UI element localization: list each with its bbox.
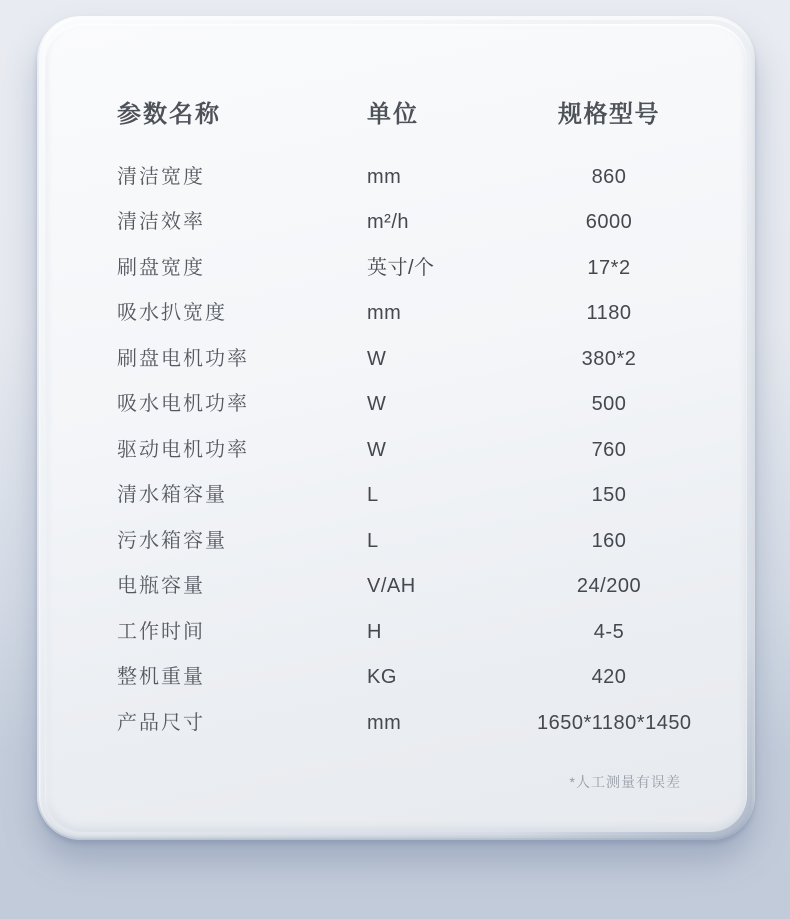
header-spec: 规格型号 xyxy=(558,101,660,128)
table-row xyxy=(117,473,681,519)
row-spec: 860 xyxy=(591,165,627,188)
row-spec: 420 xyxy=(591,666,627,689)
row-unit: KG xyxy=(367,666,397,689)
row-spec: 6000 xyxy=(585,211,633,234)
table-row xyxy=(117,245,681,291)
row-param-name: 吸水电机功率 xyxy=(117,393,249,416)
table-row xyxy=(117,291,681,337)
table-row xyxy=(117,336,681,382)
header-unit: 单位 xyxy=(367,101,419,128)
row-unit: mm xyxy=(367,302,402,325)
row-param-name: 驱动电机功率 xyxy=(117,438,249,461)
row-spec: 17*2 xyxy=(587,256,631,279)
row-unit: 英寸/个 xyxy=(367,256,435,279)
row-spec: 160 xyxy=(591,529,627,552)
row-param-name: 产品尺寸 xyxy=(117,711,205,734)
row-spec: 380*2 xyxy=(581,347,637,370)
table-row xyxy=(117,427,681,473)
row-unit: W xyxy=(367,393,387,416)
row-param-name: 清洁宽度 xyxy=(117,165,205,188)
row-unit: mm xyxy=(367,711,402,734)
row-param-name: 电瓶容量 xyxy=(117,575,205,598)
row-param-name: 工作时间 xyxy=(117,620,205,643)
measurement-disclaimer: *人工测量有误差 xyxy=(569,773,681,790)
table-row xyxy=(117,700,692,746)
row-spec: 1180 xyxy=(586,302,632,325)
row-param-name: 刷盘宽度 xyxy=(117,256,205,279)
row-unit: V/AH xyxy=(367,575,416,598)
row-unit: m²/h xyxy=(367,211,409,234)
table-row xyxy=(117,564,681,610)
row-param-name: 吸水扒宽度 xyxy=(117,302,227,325)
table-row xyxy=(117,382,681,428)
table-row xyxy=(117,518,681,564)
row-spec: 500 xyxy=(591,393,627,416)
row-param-name: 刷盘电机功率 xyxy=(117,347,249,370)
row-param-name: 整机重量 xyxy=(117,666,205,689)
row-spec: 24/200 xyxy=(576,575,642,598)
spec-card xyxy=(37,16,755,840)
row-unit: H xyxy=(367,620,382,643)
row-spec: 4-5 xyxy=(593,620,625,643)
row-unit: W xyxy=(367,347,387,370)
row-spec: 150 xyxy=(591,484,627,507)
row-unit: W xyxy=(367,438,387,461)
row-spec: 1650*1180*1450 xyxy=(537,711,692,734)
spec-card-surface xyxy=(45,24,747,832)
spec-table-body xyxy=(117,154,692,746)
table-row xyxy=(117,154,681,200)
table-row xyxy=(117,200,681,246)
spec-table xyxy=(45,24,747,832)
row-param-name: 清洁效率 xyxy=(117,211,205,234)
row-spec: 760 xyxy=(591,438,627,461)
row-param-name: 污水箱容量 xyxy=(117,529,227,552)
header-param-name: 参数名称 xyxy=(117,101,221,128)
table-row xyxy=(117,655,681,701)
row-unit: mm xyxy=(367,165,402,188)
spec-table-header xyxy=(117,98,681,132)
row-unit: L xyxy=(367,529,379,552)
row-unit: L xyxy=(367,484,379,507)
table-row xyxy=(117,609,681,655)
row-param-name: 清水箱容量 xyxy=(117,484,227,507)
